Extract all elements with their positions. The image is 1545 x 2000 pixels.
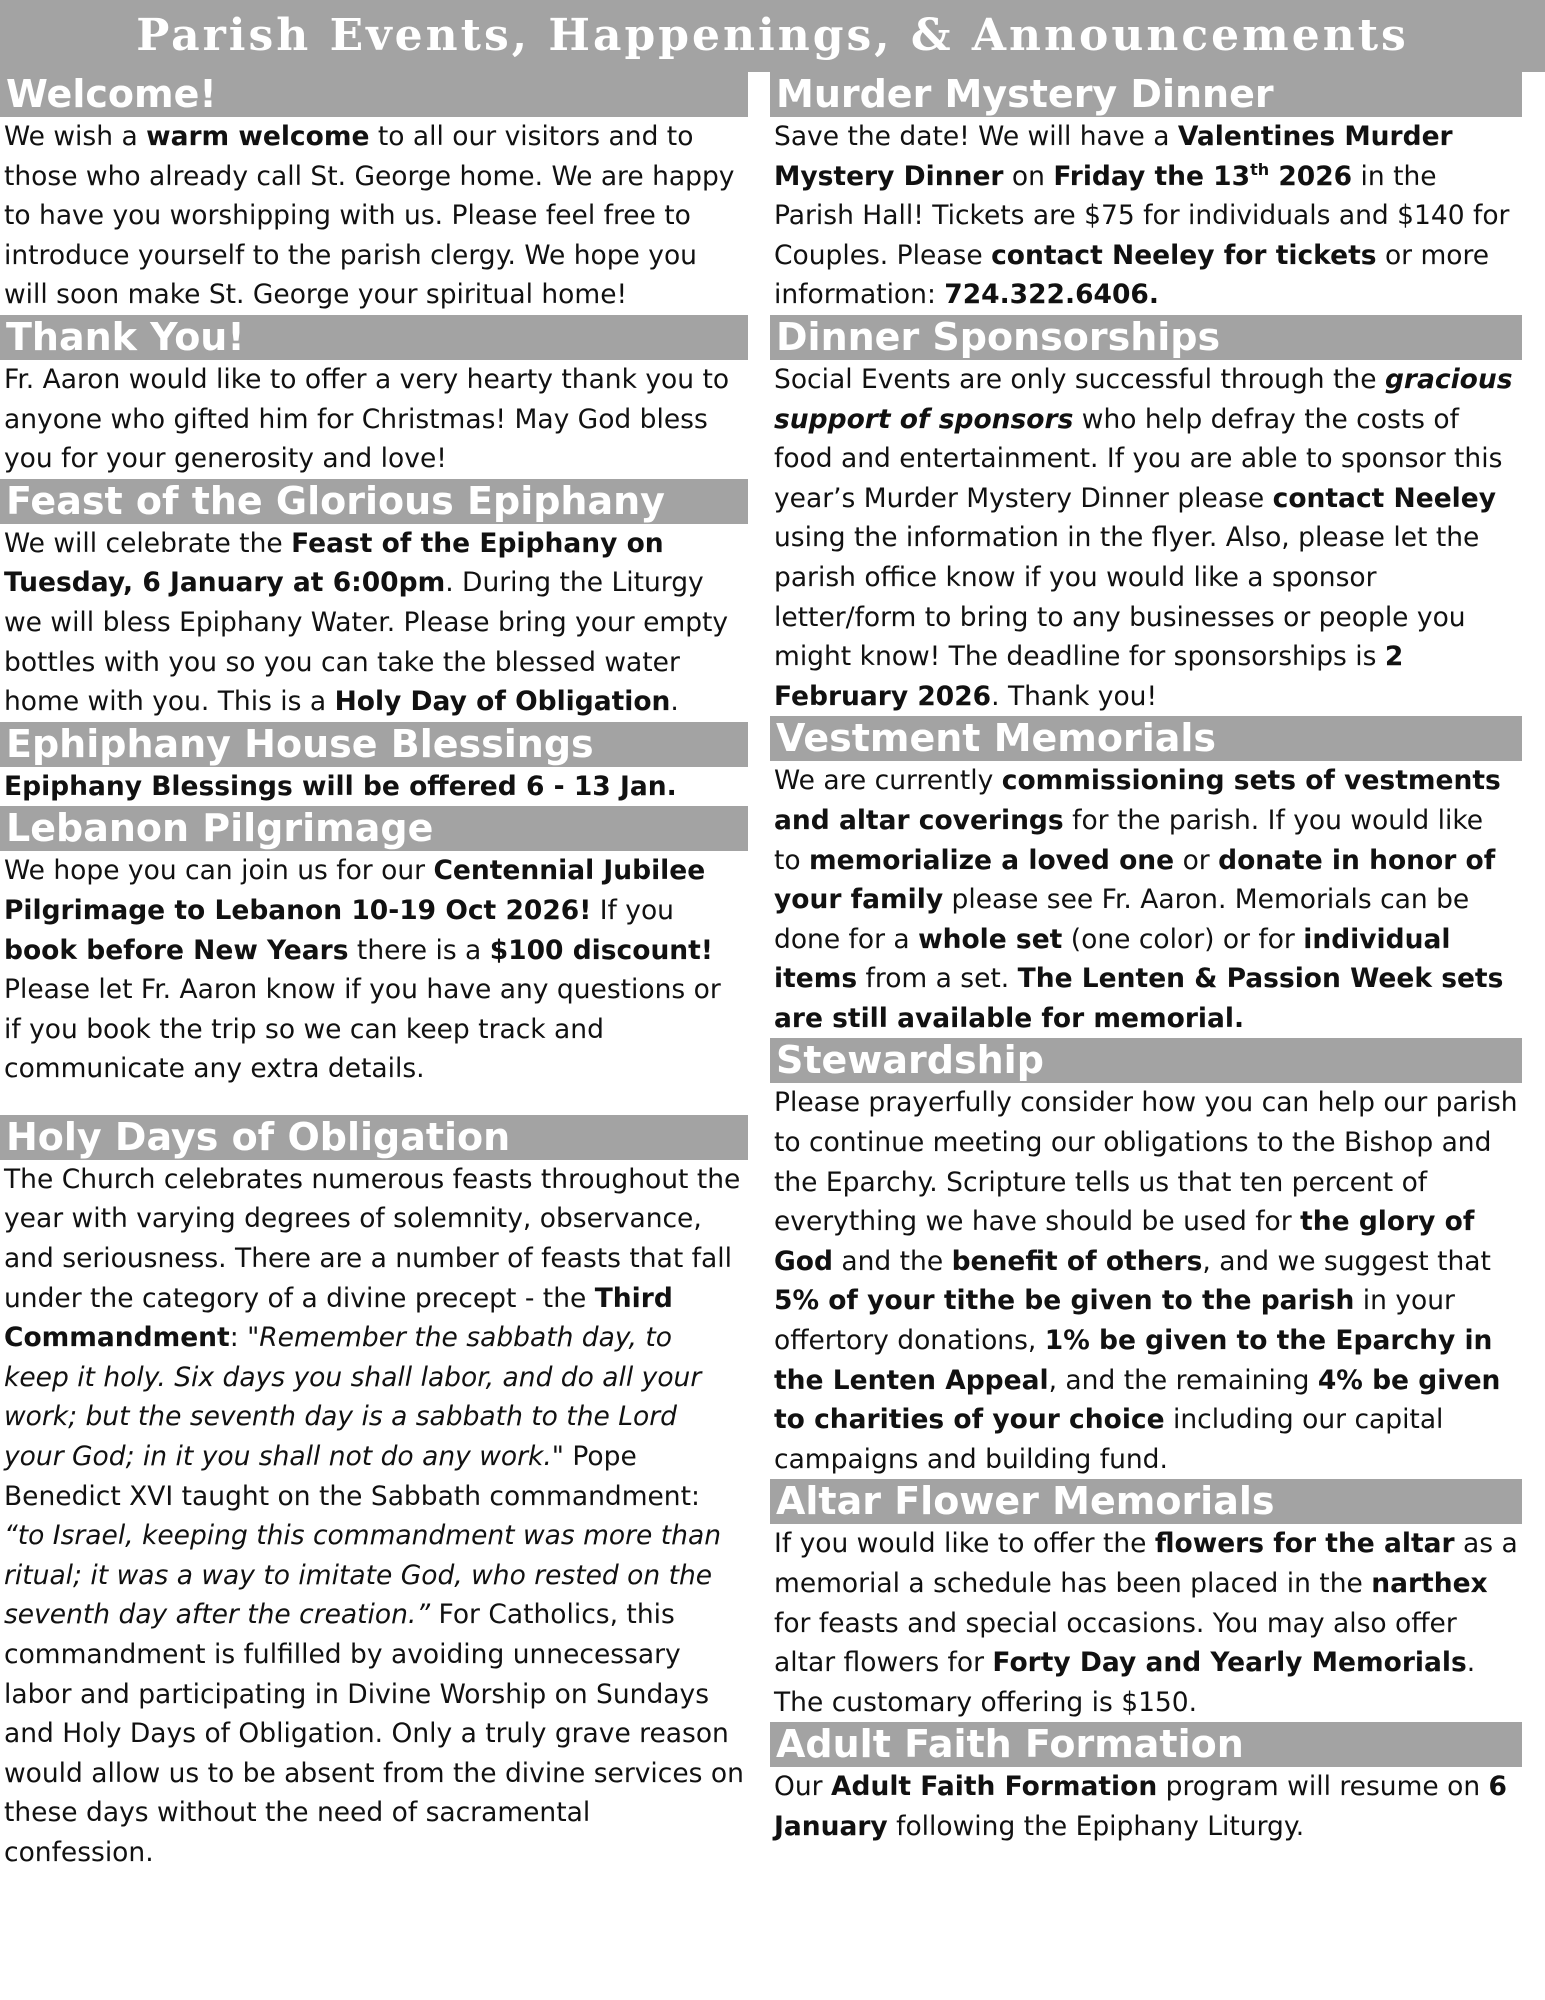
section-body: Social Events are only successful through the gracious support of sponsors who help defray the costs of food and entertainment. If you are able to sponsor this year’s Murder Mystery Dinner please contact Neeley using the information in the flyer. Also, please let the parish office know if you would like a sponsor letter/form to bring to any businesses or people you might know! The deadline for sponsorships is 2 February 2026. Thank you! (774, 363, 1513, 712)
section-heading: Lebanon Pilgrimage (0, 806, 748, 851)
section-heading: Vestment Memorials (770, 716, 1522, 761)
section-heading: Stewardship (770, 1038, 1522, 1083)
section-body: Save the date! We will have a Valentines Murder Mystery Dinner on Friday the 13th 2026 in the Parish Hall! Tickets are $75 for individuals and $140 for Couples. Please contact Neeley for tickets or more information: 724.322.6406. (774, 121, 1510, 311)
section-heading: Feast of the Glorious Epiphany (0, 479, 748, 524)
section-lebanon-pilgrimage (0, 806, 748, 1089)
section-welcome (0, 72, 748, 315)
section-heading: Holy Days of Obligation (0, 1115, 748, 1160)
section-body: We are currently commissioning sets of vestments and altar coverings for the parish. If you would like to memorialize a loved one or donate in honor of your family please see Fr. Aaron. Memorials can be done for a whole set (one color) or for individual items from a set. The Lenten & Passion Week sets are still available for memorial. (774, 765, 1504, 1034)
section-holy-days (0, 1115, 748, 1873)
section-stewardship (770, 1038, 1522, 1479)
section-adult-faith (770, 1722, 1522, 1846)
section-murder-mystery (770, 72, 1522, 315)
section-heading: Dinner Sponsorships (770, 315, 1522, 360)
section-body: We hope you can join us for our Centennial Jubilee Pilgrimage to Lebanon 10-19 Oct 2026! If you book before New Years there is a $100 discount! Please let Fr. Aaron know if you have any questions or if you book the trip so we can keep track and communicate any extra details. (4, 855, 721, 1085)
section-thank-you (0, 315, 748, 479)
section-body: Epiphany Blessings will be offered 6 - 13 Jan. (4, 770, 677, 802)
section-heading: Murder Mystery Dinner (770, 72, 1522, 117)
section-heading: Thank You! (0, 315, 748, 360)
left-column (0, 72, 748, 1873)
section-body: We wish a warm welcome to all our visitors and to those who already call St. George home. We are happy to have you worshipping with us. Please feel free to introduce yourself to the parish clergy. We hope you will soon make St. George your spiritual home! (4, 121, 735, 311)
section-body: If you would like to offer the flowers for the altar as a memorial a schedule has been placed in the narthex for feasts and special occasions. You may also offer altar flowers for Forty Day and Yearly Memorials. The customary offering is $150. (774, 1528, 1518, 1718)
section-epiphany (0, 479, 748, 722)
section-body: Fr. Aaron would like to offer a very hearty thank you to anyone who gifted him for Christmas! May God bless you for your generosity and love! (4, 363, 730, 475)
section-house-blessings (0, 722, 748, 807)
section-body: Our Adult Faith Formation program will resume on 6 January following the Epiphany Liturgy. (774, 1771, 1507, 1842)
section-vestment-memorials (770, 716, 1522, 1038)
section-dinner-sponsorships (770, 315, 1522, 716)
right-column (770, 72, 1522, 1847)
page-banner: Parish Events, Happenings, & Announcements (0, 0, 1545, 72)
section-heading: Welcome! (0, 72, 748, 117)
section-altar-flowers (770, 1479, 1522, 1722)
section-heading: Ephiphany House Blessings (0, 722, 748, 767)
section-body: We will celebrate the Feast of the Epiphany on Tuesday, 6 January at 6:00pm. During the Liturgy we will bless Epiphany Water. Please bring your empty bottles with you so you can take the blessed water home with you. This is a Holy Day of Obligation. (4, 527, 729, 718)
section-heading: Altar Flower Memorials (770, 1479, 1522, 1524)
section-heading: Adult Faith Formation (770, 1722, 1522, 1767)
section-body: Please prayerfully consider how you can help our parish to continue meeting our obligations to the Bishop and the Eparchy. Scripture tells us that ten percent of everything we have should be used for the glory of God and the benefit of others, and we suggest that 5% of your tithe be given to the parish in your offertory donations, 1% be given to the Eparchy in the Lenten Appeal, and the remaining 4% be given to charities of your choice including our capital campaigns and building fund. (774, 1087, 1518, 1475)
section-body: The Church celebrates numerous feasts throughout the year with varying degrees of solemnity, observance, and seriousness. There are a number of feasts that fall under the category of a divine precept - the Third Commandment: "Remember the sabbath day, to keep it holy. Six days you shall labor, and do all your work; but the seventh day is a sabbath to the Lord your God; in it you shall not do any work." Pope Benedict XVI taught on the Sabbath commandment: “to Israel, keeping this commandment was more than ritual; it was a way to imitate God, who rested on the seventh day after the creation.” For Catholics, this commandment is fulfilled by avoiding unnecessary labor and participating in Divine Worship on Sundays and Holy Days of Obligation. Only a truly grave reason would allow us to be absent from the divine services on these days without the need of sacramental confession. (4, 1163, 744, 1868)
